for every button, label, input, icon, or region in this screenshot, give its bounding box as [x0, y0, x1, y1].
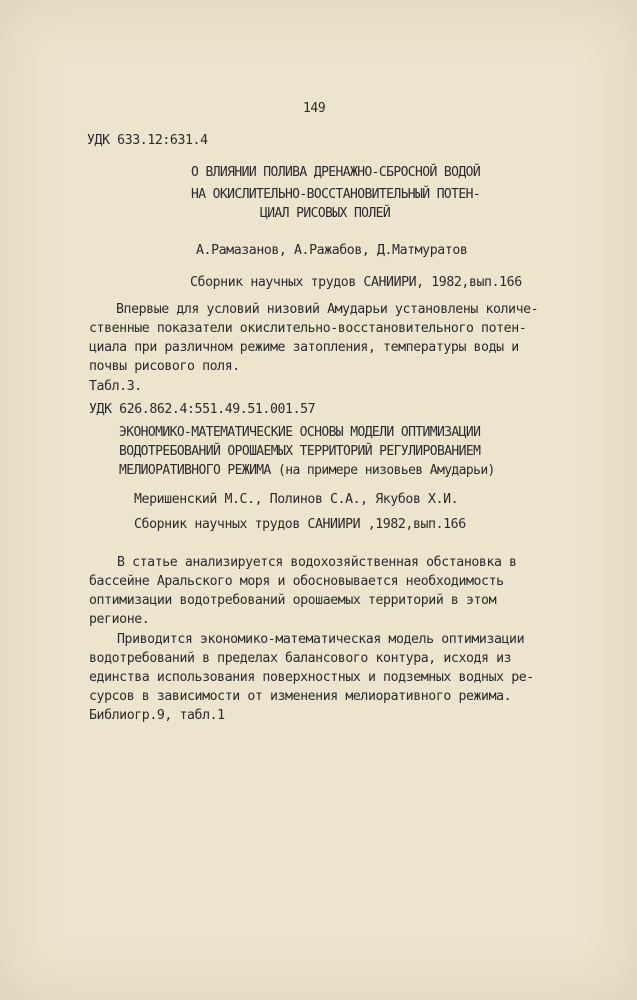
article1-title-line-2: НА ОКИСЛИТЕЛЬНО-ВОССТАНОВИТЕЛЬНЫЙ ПОТЕН- — [191, 187, 481, 202]
article2-abstract-line-1: В статье анализируется водохозяйственная обстановка в — [117, 555, 517, 570]
article2-abstract-line-7: единства использования поверхностных и подземных водных ре- — [89, 670, 534, 685]
article2-title-line-3: МЕЛИОРАТИВНОГО РЕЖИМА (на примере низовьев Амударьи) — [119, 463, 495, 478]
article2-title-line-1: ЭКОНОМИКО-МАТЕМАТИЧЕСКИЕ ОСНОВЫ МОДЕЛИ ОПТИМИЗАЦИИ — [119, 425, 481, 440]
article1-title-line-3: ЦИАЛ РИСОВЫХ ПОЛЕЙ — [260, 206, 391, 221]
article1-abstract-line-1: Впервые для условий низовий Амударьи установлены количе- — [116, 302, 539, 317]
article1-source: Сборник научных трудов САНИИРИ, 1982,вып.166 — [190, 275, 522, 290]
article1-udk: УДК 633.12:631.4 — [87, 133, 208, 148]
article2-abstract-line-4: регионе. — [89, 612, 150, 627]
article1-authors: А.Рамазанов, А.Ражабов, Д.Матмуратов — [196, 243, 468, 258]
article1-title-line-1: О ВЛИЯНИИ ПОЛИВА ДРЕНАЖНО-СБРОСНОЙ ВОДОЙ — [191, 165, 481, 180]
article1-abstract-line-2: ственные показатели окислительно-восстановительного потен- — [89, 321, 527, 336]
article1-tables: Табл.3. — [89, 379, 142, 394]
article2-abstract-line-2: бассейне Аральского моря и обосновывается необходимость — [89, 574, 504, 589]
article1-abstract-line-4: почвы рисового поля. — [89, 359, 240, 374]
article2-title-line-2: ВОДОТРЕБОВАНИЙ ОРОШАЕМЫХ ТЕРРИТОРИЙ РЕГУЛИРОВАНИЕМ — [119, 444, 481, 459]
article1-abstract-line-3: циала при различном режиме затопления, температуры воды и — [89, 340, 519, 355]
article2-udk: УДК 626.862.4:551.49.51.001.57 — [89, 402, 316, 417]
article2-abstract-line-6: водотребований в пределах балансового контура, исходя из — [89, 651, 512, 666]
article2-abstract-line-8: сурсов в зависимости от изменения мелиоративного режима. — [89, 689, 512, 704]
article2-source: Сборник научных трудов САНИИРИ ,1982,вып.166 — [134, 517, 466, 532]
article2-authors: Меришенский М.С., Полинов С.А., Якубов Х.И. — [134, 492, 459, 507]
article2-abstract-line-5: Приводится экономико-математическая модель оптимизации — [117, 632, 525, 647]
article2-abstract-line-3: оптимизации водотребований орошаемых территорий в этом — [89, 593, 497, 608]
page-number: 149 — [303, 101, 326, 116]
article2-abstract-line-9: Библиогр.9, табл.1 — [89, 708, 225, 723]
